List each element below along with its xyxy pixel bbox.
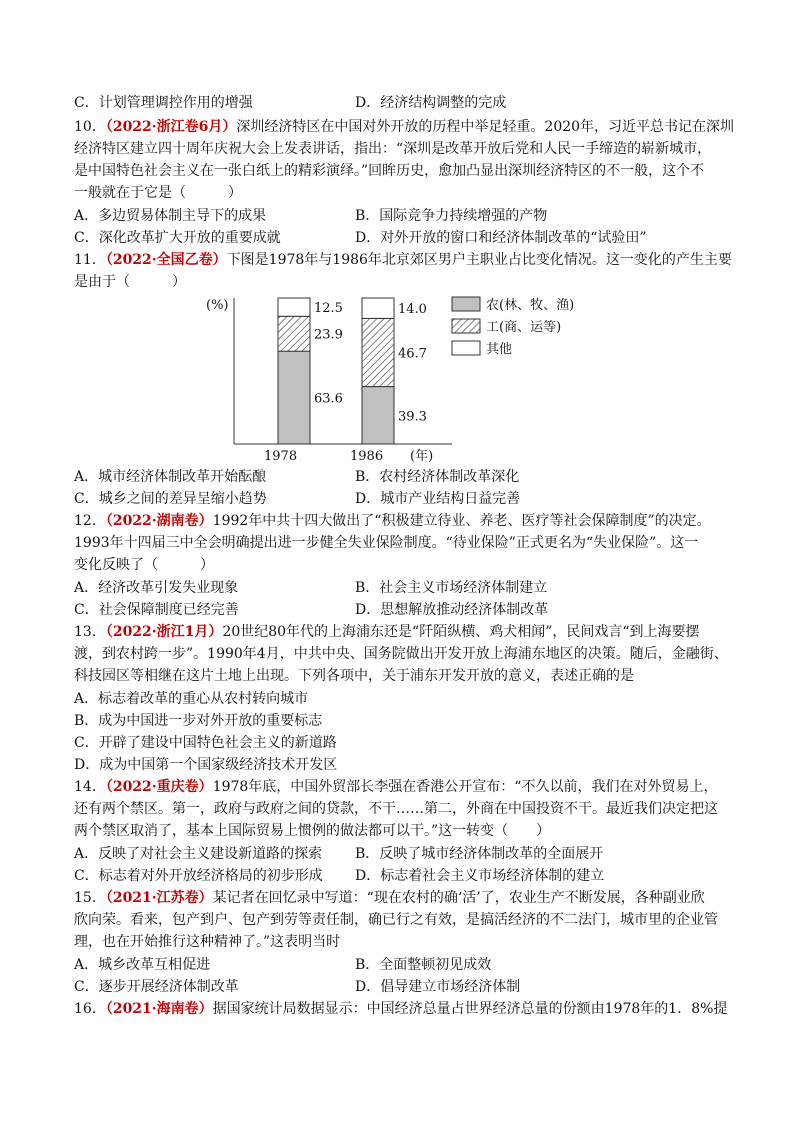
q9-option-c: C．计划管理调控作用的增强 — [74, 95, 253, 111]
bar-1986-other — [362, 298, 394, 318]
q14-option-b: B．反映了城市经济体制改革的全面展开 — [355, 846, 604, 862]
bar-1986-agriculture — [362, 387, 394, 444]
q13-line-3: 科技园区等相继在这片土地上出现。下列各项中，关于浦东开发开放的意义，表述正确的是 — [74, 668, 634, 684]
q10-option-b: B．国际竞争力持续增强的产物 — [355, 208, 548, 224]
q10-option-d: D．对外开放的窗口和经济体制改革的“试验田” — [355, 230, 647, 246]
q10-option-a: A．多边贸易体制主导下的成果 — [74, 208, 267, 224]
legend-swatch-other — [452, 341, 480, 355]
x-tick-1986: 1986 — [350, 449, 384, 462]
q11-option-c: C．城乡之间的差异呈缩小趋势 — [74, 491, 267, 507]
q14-text-1: 1978年底，中国外贸部长李强在香港公开宣布：“不久以前，我们在对外贸易上， — [212, 779, 718, 795]
bar-1978-agriculture — [278, 351, 310, 444]
occupation-share-chart — [200, 290, 620, 462]
bar-1986-industry — [362, 318, 394, 386]
y-axis-label: (%) — [206, 298, 229, 313]
q15-option-a: A．城乡改革互相促进 — [74, 957, 211, 973]
q14-option-c: C．标志着对外开放经济格局的初步形成 — [74, 868, 323, 884]
x-axis-label: (年) — [410, 449, 434, 462]
q14-option-d: D．标志着社会主义市场经济体制的建立 — [355, 868, 605, 884]
value-label-1986-industry: 46.7 — [398, 346, 427, 362]
q12-option-d: D．思想解放推动经济体制改革 — [355, 602, 549, 618]
q12-line-2: 1993年十四届三中全会明确提出进一步健全失业保险制度。“待业保险”正式更名为“失业保险”。这一 — [74, 535, 699, 551]
q11-number: 11． — [74, 252, 106, 268]
q13-option-d: D．成为中国第一个国家级经济技术开发区 — [74, 757, 338, 773]
q10-option-c: C．深化改革扩大开放的重要成就 — [74, 230, 281, 246]
q14-source: （2022·重庆卷） — [105, 779, 213, 795]
q10-number: 10． — [74, 119, 106, 135]
q15-line-3: 理，也在开始推行这种精神了。”这表明当时 — [74, 934, 341, 950]
bar-1978-other — [278, 298, 310, 316]
q12-option-c: C．社会保障制度已经完善 — [74, 602, 239, 618]
q11-option-a: A．城市经济体制改革开始酝酿 — [74, 469, 267, 485]
value-label-1986-other: 14.0 — [398, 302, 427, 318]
q13-text-1: 20世纪80年代的上海浦东还是“阡陌纵横、鸡犬相闻”，民间戏言“到上海要摆 — [222, 624, 700, 640]
q13-line-2: 渡，到农村跨一步”。1990年4月，中共中央、国务院做出开发开放上海浦东地区的决策。随后，金融街、 — [74, 646, 728, 662]
q11-option-d: D．城市产业结构日益完善 — [355, 491, 521, 507]
q10-line-4: 一般就在于它是（ ） — [74, 185, 242, 201]
q16-number: 16． — [74, 1001, 106, 1017]
q12-option-a: A．经济改革引发失业现象 — [74, 580, 239, 596]
q9-option-d: D．经济结构调整的完成 — [355, 95, 507, 111]
q13-line-1 — [74, 622, 700, 642]
q10-line-1 — [74, 117, 734, 137]
value-label-1978-other: 12.5 — [314, 301, 343, 317]
legend-label-industry: 工(商、运等) — [486, 320, 562, 335]
q15-line-2: 欣向荣。看来，包产到户、包产到劳等责任制，确已行之有效，是搞活经济的不二法门，城市里的企业管 — [74, 912, 718, 928]
q11-text-1: 下图是1978年与1986年北京郊区男户主职业占比变化情况。这一变化的产生主要 — [226, 252, 732, 268]
q16-text-1: 据国家统计局数据显示：中国经济总量占世界经济总量的份额由1978年的1．8%提 — [212, 1001, 728, 1017]
bar-1978-industry — [278, 316, 310, 351]
q14-number: 14． — [74, 779, 106, 795]
q12-number: 12． — [74, 513, 106, 529]
q15-text-1: 某记者在回忆录中写道：“现在农村的确‘活’了，农业生产不断发展，各种副业欣 — [212, 890, 705, 906]
q14-option-a: A．反映了对社会主义建设新道路的探索 — [74, 846, 323, 862]
q12-text-1: 1992年中共十四大做出了“积极建立待业、养老、医疗等社会保障制度”的决定。 — [212, 513, 711, 529]
value-label-1978-industry: 23.9 — [314, 327, 343, 343]
q11-option-b: B．农村经济体制改革深化 — [355, 469, 520, 485]
q15-option-d: D．倡导建立市场经济体制 — [355, 979, 521, 995]
legend-swatch-agriculture — [452, 297, 480, 311]
q10-line-3: 是中国特色社会主义在一张白纸上的精彩演绎。”回眸历史，愈加凸显出深圳经济特区的不一般，这个不 — [74, 163, 705, 179]
q11-line-1 — [74, 250, 732, 270]
x-tick-1978: 1978 — [264, 449, 298, 462]
q14-line-2: 还有两个禁区。第一，政府与政府之间的贷款，不干……第二，外商在中国投资不干。最近我们决定把这 — [74, 801, 718, 817]
q12-source: （2022·湖南卷） — [105, 513, 213, 529]
q11-source: （2022·全国乙卷） — [105, 252, 227, 268]
q10-source: （2022·浙江卷6月） — [105, 119, 237, 135]
q12-line-1 — [74, 511, 711, 531]
q13-option-b: B．成为中国进一步对外开放的重要标志 — [74, 713, 323, 729]
q12-line-3: 变化反映了（ ） — [74, 557, 214, 573]
q12-option-b: B．社会主义市场经济体制建立 — [355, 580, 548, 596]
q10-text-1: 深圳经济特区在中国对外开放的历程中举足轻重。2020年，习近平总书记在深圳 — [236, 119, 735, 135]
q15-line-1 — [74, 888, 705, 908]
q15-option-b: B．全面整顿初见成效 — [355, 957, 492, 973]
q15-source: （2021·江苏卷） — [105, 890, 213, 906]
q16-source: （2021·海南卷） — [105, 1001, 213, 1017]
q14-line-3: 两个禁区取消了，基本上国际贸易上惯例的做法都可以干。”这一转变（ ） — [74, 823, 551, 839]
q16-line-1 — [74, 999, 727, 1019]
legend-label-other: 其他 — [486, 342, 513, 357]
value-label-1978-agriculture: 63.6 — [314, 391, 343, 407]
q10-line-2: 经济特区建立四十周年庆祝大会上发表讲话，指出：“深圳是改革开放后党和人民一手缔造的崭新城市， — [74, 141, 712, 157]
q13-option-a: A．标志着改革的重心从农村转向城市 — [74, 691, 309, 707]
q14-line-1 — [74, 777, 717, 797]
q13-source: （2022·浙江1月） — [105, 624, 223, 640]
value-label-1986-agriculture: 39.3 — [398, 409, 427, 425]
q11-line-2: 是由于（ ） — [74, 274, 186, 290]
legend-label-agriculture: 农(林、牧、渔) — [486, 298, 575, 313]
q13-number: 13． — [74, 624, 106, 640]
q15-number: 15． — [74, 890, 106, 906]
legend-swatch-industry — [452, 319, 480, 333]
q13-option-c: C．开辟了建设中国特色社会主义的新道路 — [74, 735, 337, 751]
q15-option-c: C．逐步开展经济体制改革 — [74, 979, 239, 995]
